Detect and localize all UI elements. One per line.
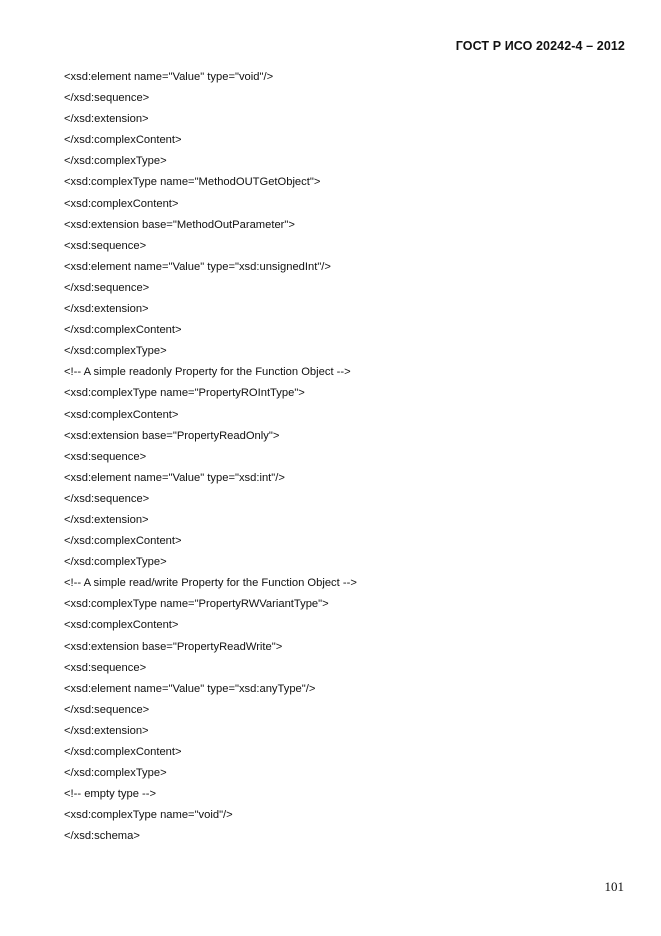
code-line: <xsd:extension base="PropertyReadWrite"> — [64, 640, 283, 653]
xml-comment-line: <!-- A simple read/write Property for the Function Object --> — [64, 577, 357, 590]
code-line: <xsd:extension base="PropertyReadOnly"> — [64, 429, 280, 442]
xml-comment-line: <!-- empty type --> — [64, 788, 157, 801]
document-header: ГОСТ Р ИСО 20242-4 – 2012 — [455, 39, 625, 53]
code-line: </xsd:complexContent> — [64, 535, 182, 548]
xml-comment-line: <!-- A simple readonly Property for the Function Object --> — [64, 366, 351, 379]
code-line: </xsd:sequence> — [64, 281, 150, 294]
page-number: 101 — [604, 879, 624, 894]
code-line: <xsd:complexType name="MethodOUTGetObject"> — [64, 176, 321, 189]
code-line: </xsd:extension> — [64, 113, 149, 126]
code-line: <xsd:extension base="MethodOutParameter"> — [64, 218, 295, 231]
code-line: <xsd:sequence> — [64, 450, 147, 463]
code-line: <xsd:sequence> — [64, 239, 147, 252]
code-line: <xsd:complexContent> — [64, 197, 179, 210]
code-line: <xsd:element name="Value" type="xsd:unsignedInt"/> — [64, 260, 331, 273]
code-line: </xsd:extension> — [64, 303, 149, 316]
code-line: <xsd:element name="Value" type="xsd:anyType"/> — [64, 682, 316, 695]
code-line: </xsd:sequence> — [64, 703, 150, 716]
code-line: <xsd:complexType name="PropertyROIntType"> — [64, 387, 305, 400]
xsd-code-listing — [64, 67, 357, 847]
code-line: </xsd:complexContent> — [64, 134, 182, 147]
code-line: </xsd:complexContent> — [64, 746, 182, 758]
code-line: </xsd:complexType> — [64, 767, 167, 780]
code-line: </xsd:schema> — [64, 830, 140, 843]
code-line: <xsd:complexType name="void"/> — [64, 809, 233, 822]
code-line: </xsd:extension> — [64, 724, 149, 737]
code-line: </xsd:extension> — [64, 513, 149, 526]
code-line: <xsd:element name="Value" type="xsd:int"/> — [64, 471, 285, 484]
code-line: </xsd:complexType> — [64, 345, 167, 358]
code-line: <xsd:complexType name="PropertyRWVariantType"> — [64, 598, 329, 611]
code-line: </xsd:complexType> — [64, 556, 167, 569]
code-line: <xsd:complexContent> — [64, 408, 179, 421]
code-line: <xsd:complexContent> — [64, 619, 179, 632]
code-line: </xsd:sequence> — [64, 492, 150, 505]
code-line: <xsd:element name="Value" type="void"/> — [64, 71, 274, 83]
code-line: <xsd:sequence> — [64, 661, 147, 674]
code-line: </xsd:sequence> — [64, 92, 150, 105]
code-line: </xsd:complexContent> — [64, 324, 182, 337]
code-line: </xsd:complexType> — [64, 155, 167, 168]
